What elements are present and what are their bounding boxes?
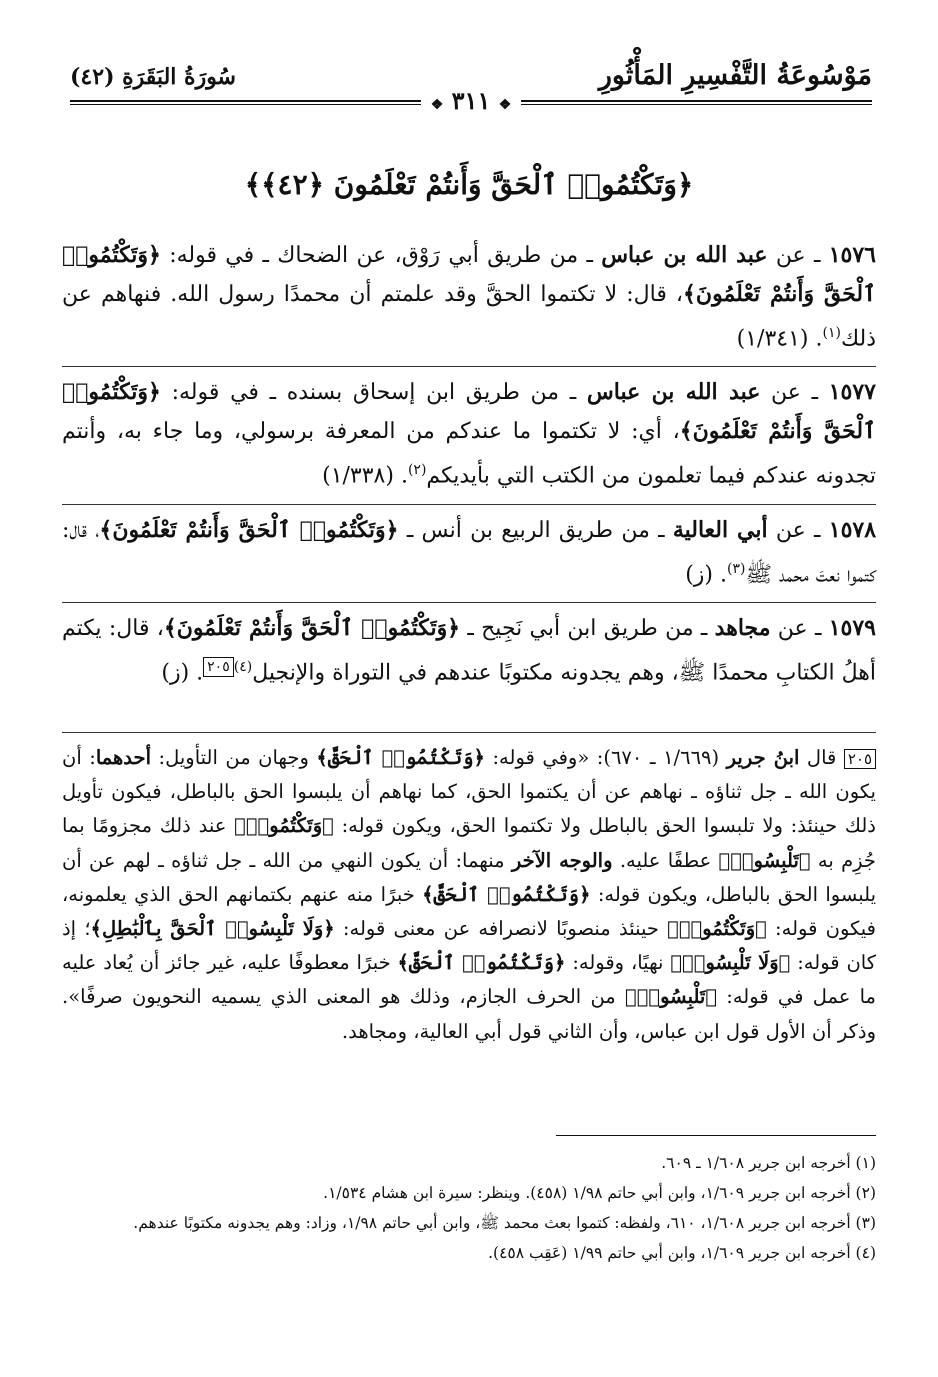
quran-quote: ﴿وَتَكْتُمُوا۟ ٱلْحَقَّ﴾ bbox=[316, 746, 485, 769]
narrator-name: مجاهد bbox=[714, 614, 771, 641]
page-number: ٣١١ bbox=[451, 86, 491, 115]
narration-entry: ١٥٧٦ ـ عن عبد الله بن عباس ـ من طريق أبي رَوْق، عن الضحاك ـ في قوله: ﴿وَتَكْتُمُوا۟ ٱلْحَقَّ وَأَنتُمْ تَعْلَمُونَ﴾، قال: لا تكتموا الحقَّ وقد علمتم أن محمدًا رسول الله. فنهاهم عن ذلك$^{(١)}$. (١/٣٤١) bbox=[62, 230, 876, 367]
footnote: (٢) أخرجه ابن جرير ١/٦٠٩، وابن أبي حاتم ١/٩٨ (٤٥٨). وينظر: سيرة ابن هشام ١/٥٣٤. bbox=[323, 1184, 876, 1202]
quran-quote: ﴿وَتَكْتُمُوا۟ ٱلْحَقَّ﴾ bbox=[422, 882, 591, 906]
second-view-label: والوجه الآخر bbox=[511, 848, 613, 872]
commentary-number-box: ٢٠٥ bbox=[844, 749, 876, 769]
footnote-ref[interactable]: (٤) bbox=[233, 658, 253, 675]
commentary-ref-box[interactable]: ٢٠٥ bbox=[203, 657, 234, 677]
narration-number: ١٥٧٨ bbox=[828, 516, 877, 543]
quran-quote: ﴿وَتَكْتُمُوا۟ ٱلْحَقَّ وَأَنتُمْ تَعْلَمُونَ﴾ bbox=[62, 379, 876, 445]
quran-quote: ﴿وَتَكْتُمُوا۟ ٱلْحَقَّ﴾ bbox=[397, 951, 566, 975]
narrator-name: أبي العالية bbox=[672, 516, 768, 543]
quran-quote: ﴿وَتَكْتُمُوا۟ ٱلْحَقَّ وَأَنتُمْ تَعْلَمُونَ﴾ bbox=[163, 614, 461, 641]
narration-entry: ١٥٧٧ ـ عن عبد الله بن عباس ـ من طريق ابن إسحاق بسنده ـ في قوله: ﴿وَتَكْتُمُوا۟ ٱلْحَقَّ وَأَنتُمْ تَعْلَمُونَ﴾، أي: لا تكتموا ما عندكم من المعرفة برسولي، وما جاء به، وأنتم تجدونه عندكم فيما تعلمون من الكتب التي بأيديكم$^{(٢)}$. (١/٣٣٨) bbox=[62, 367, 876, 504]
quran-quote: ﴿وَتَكْتُمُوا۟ ٱلْحَقَّ وَأَنتُمْ تَعْلَمُونَ﴾ bbox=[99, 516, 399, 543]
narration-number: ١٥٧٦ bbox=[828, 242, 876, 268]
narrator-name: عبد الله بن عباس bbox=[586, 379, 761, 406]
verse-heading: ﴿وَتَكْتُمُوا۟ ٱلْحَقَّ وَأَنتُمْ تَعْلَمُونَ ﴿٤٢﴾﴾ bbox=[244, 168, 694, 201]
footnote: (٤) أخرجه ابن جرير ١/٦٠٩، وابن أبي حاتم ١/٩٩ (عَقِب ٤٥٨). bbox=[488, 1244, 876, 1262]
footnote-separator bbox=[556, 1135, 876, 1136]
footnote-ref[interactable]: (٢) bbox=[407, 462, 427, 479]
narration-number: ١٥٧٩ bbox=[828, 614, 876, 641]
surah-label: سُورَةُ البَقَرَةِ (٤٢) bbox=[70, 64, 236, 90]
quran-quote: ﴿تَلْبِسُوا۟﴾ bbox=[625, 985, 718, 1009]
footnotes bbox=[62, 1148, 876, 1268]
narration-number: ١٥٧٧ bbox=[828, 379, 876, 406]
footnote: (٣) أخرجه ابن جرير ١/٦٠٨، ٦١٠، ولفظه: كتموا بعث محمد ﷺ، وابن أبي حاتم ١/٩٨، وزاد: وهم يجدونه مكتوبًا عندهم. bbox=[133, 1214, 876, 1232]
commentary-block: ٢٠٥ قال ابنُ جرير (١/٦٦٩ ـ ٦٧٠): «وفي قوله: ﴿وَتَكْتُمُوا۟ ٱلْحَقَّ﴾ وجهان من التأويل: أحدهما: أن يكون الله ـ جل ثناؤه ـ نهاهم عن أن يكتموا الحق، كما نهاهم أن يلبسوا الحق بالباطل، فيكون تأويل ذلك حينئذ: ولا تلبسوا الحق بالباطل ولا تكتموا الحق، ويكون قوله: ﴿وَتَكْتُمُوا۟﴾ عند ذلك مجزومًا بما جُزِم به ﴿تَلْبِسُوا۟﴾ عطفًا عليه. والوجه الآخر منهما: أن يكون النهي من الله ـ جل ثناؤه ـ لهم عن أن يلبسوا الحق بالباطل، ويكون قوله: ﴿وَتَكْتُمُوا۟ ٱلْحَقَّ﴾ خبرًا منه عنهم بكتمانهم الحق الذي يعلمونه، فيكون قوله: ﴿وَتَكْتُمُوا۟﴾ حينئذ منصوبًا لانصرافه عن معنى قوله: ﴿وَلَا تَلْبِسُوا۟ ٱلْحَقَّ بِٱلْبَٰطِلِ﴾؛ إذ كان قوله: ﴿وَلَا تَلْبِسُوا۟﴾ نهيًا، وقوله: ﴿وَتَكْتُمُوا۟ ٱلْحَقَّ﴾ خبرًا معطوفًا عليه، غير جائز أن يُعاد عليه ما عمل في قوله: ﴿تَلْبِسُوا۟﴾ من الحرف الجازم، وذلك هو المعنى الذي يسميه النحويون صرفًا». وذكر أن الأول قول ابن عباس، وأن الثاني قول أبي العالية، ومجاهد. bbox=[62, 732, 876, 1049]
quran-quote: ﴿وَلَا تَلْبِسُوا۟﴾ bbox=[670, 951, 791, 975]
narrations-list bbox=[62, 230, 876, 700]
running-header bbox=[70, 60, 872, 115]
first-view-label: أحدهما bbox=[95, 746, 152, 769]
narration-entry: ١٥٧٨ ـ عن أبي العالية ـ من طريق الربيع بن أنس ـ ﴿وَتَكْتُمُوا۟ ٱلْحَقَّ وَأَنتُمْ تَعْلَمُونَ﴾، قال: كتموا نعتَ محمد ﷺ$^{(٣)}$. (ز) bbox=[62, 505, 876, 603]
footnote-ref[interactable]: (١) bbox=[822, 325, 841, 341]
quran-quote: ﴿تَلْبِسُوا۟﴾ bbox=[718, 848, 811, 872]
narrator-name: عبد الله بن عباس bbox=[601, 242, 768, 268]
ornament-icon: ❖ bbox=[498, 97, 512, 113]
narration-entry: ١٥٧٩ ـ عن مجاهد ـ من طريق ابن أبي نَجِيح ـ ﴿وَتَكْتُمُوا۟ ٱلْحَقَّ وَأَنتُمْ تَعْلَمُونَ﴾، قال: يكتم أهلُ الكتابِ محمدًا ﷺ، وهم يجدونه مكتوبًا عندهم في التوراة والإنجيل$^{(٤)}$٢٠٥. (ز) bbox=[62, 614, 876, 686]
footnote-ref[interactable]: (٣) bbox=[726, 560, 746, 577]
quran-quote: ﴿وَتَكْتُمُوا۟﴾ bbox=[667, 917, 767, 941]
book-title: مَوْسُوعَةُ التَّفْسِيرِ المَأْثُورِ bbox=[598, 60, 872, 91]
quran-quote: ﴿وَتَكْتُمُوا۟ ٱلْحَقَّ وَأَنتُمْ تَعْلَمُونَ﴾ bbox=[62, 242, 876, 307]
quran-quote: ﴿وَلَا تَلْبِسُوا۟ ٱلْحَقَّ بِٱلْبَٰطِلِ﴾ bbox=[90, 917, 335, 941]
ornament-icon: ❖ bbox=[430, 97, 444, 113]
commentator-name: ابنُ جرير bbox=[726, 746, 800, 769]
footnote: (١) أخرجه ابن جرير ١/٦٠٨ ـ ٦٠٩. bbox=[661, 1154, 876, 1172]
quran-quote: ﴿وَتَكْتُمُوا۟﴾ bbox=[234, 814, 334, 838]
